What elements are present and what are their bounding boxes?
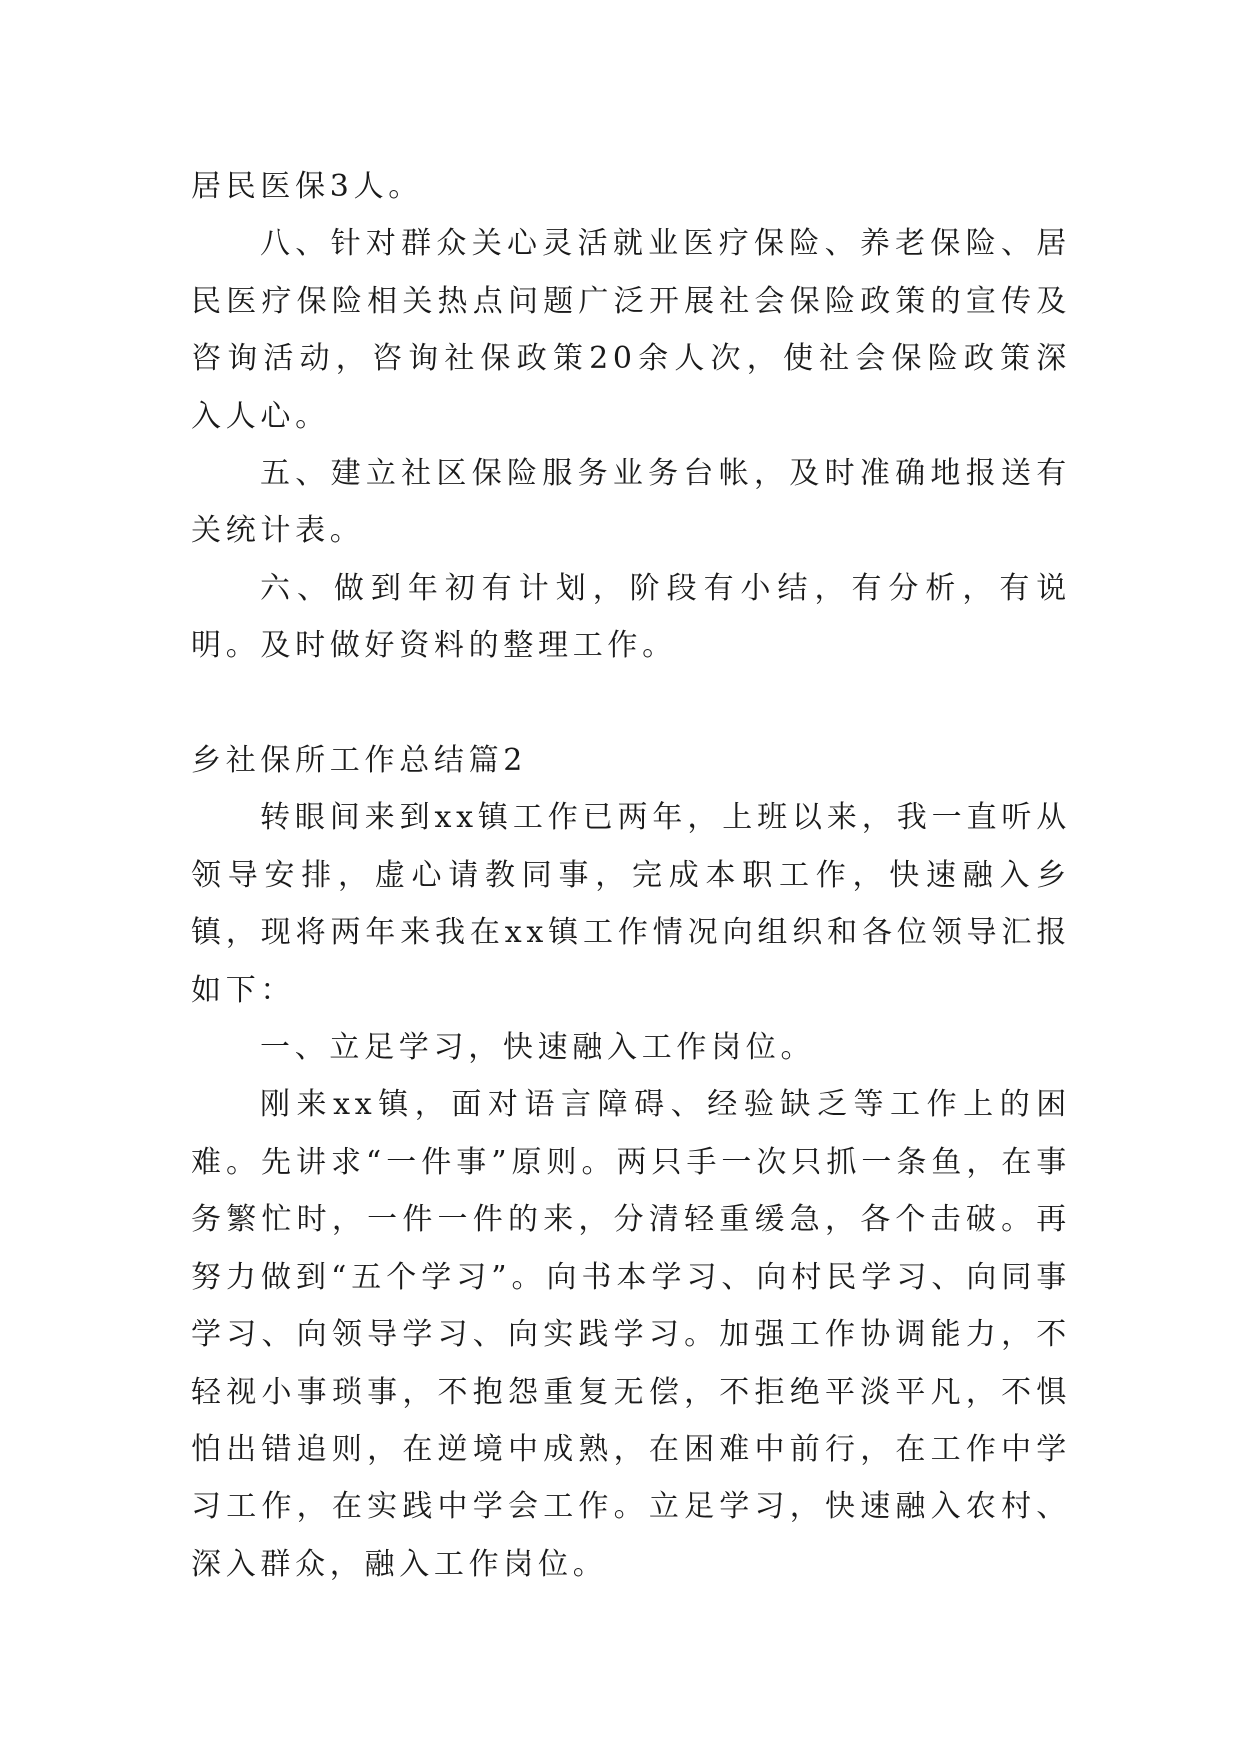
paragraph-item-five: 五、建立社区保险服务业务台帐，及时准确地报送有关统计表。 (191, 456, 1071, 549)
paragraph-intro: 转眼间来到xx镇工作已两年，上班以来，我一直听从领导安排，虚心请教同事，完成本职工作，快速融入乡镇，现将两年来我在xx镇工作情况向组织和各位领导汇报如下： (191, 800, 1071, 1008)
paragraph-subheading-one: 一、立足学习，快速融入工作岗位。 (260, 1030, 816, 1066)
document-body (191, 158, 1071, 1593)
paragraph-item-eight: 八、针对群众关心灵活就业医疗保险、养老保险、居民医疗保险相关热点问题广泛开展社会保险政策的宣传及咨询活动，咨询社保政策20余人次，使社会保险政策深入人心。 (191, 226, 1071, 434)
section-heading: 乡社保所工作总结篇2 (191, 743, 528, 779)
paragraph-item-six: 六、做到年初有计划，阶段有小结，有分析，有说明。及时做好资料的整理工作。 (191, 570, 1071, 664)
paragraph-continuation: 居民医保3人。 (191, 169, 423, 204)
paragraph-learning-details: 刚来xx镇，面对语言障碍、经验缺乏等工作上的困难。先讲求“一件事”原则。两只手一次只抓一条鱼，在事务繁忙时，一件一件的来，分清轻重缓急，各个击破。再努力做到“五个学习”。向书本学习、向村民学习、向同事学习、向领导学习、向实践学习。加强工作协调能力，不轻视小事琐事，不抱怨重复无偿，不拒绝平淡平凡，不惧怕出错追则，在逆境中成熟，在困难中前行，在工作中学习工作，在实践中学会工作。立足学习，快速融入农村、深入群众，融入工作岗位。 (191, 1087, 1071, 1582)
